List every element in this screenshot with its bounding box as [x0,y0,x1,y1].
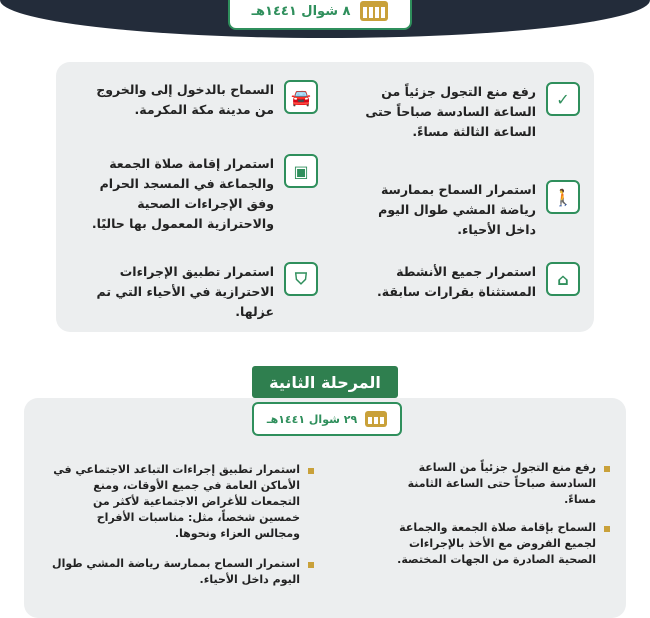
car-icon: 🚘 [284,80,318,114]
phase1-item-isolated-areas [74,262,318,322]
phase2-title: المرحلة الثانية [252,366,398,398]
bullet-text: استمرار السماح بممارسة رياضة المشي طوال اليوم داخل الأحياء. [52,557,300,586]
phase2-date: ٢٩ شوال ١٤٤١هـ [266,412,358,426]
bullet-text: استمرار تطبيق إجراءات التباعد الاجتماعي في الأماكن العامة في جميع الأوقات، ومنع التجمعات للأغراض الاجتماعية لأكثر من خمسين شخصاً، مثل: مناسبات الأفراح ومجالس العزاء ونحوها. [53,463,300,540]
bullet-square-icon [308,468,314,474]
phase1-item-makkah-entry [74,80,318,120]
phase1-item-activities [350,262,580,302]
store-icon: ⌂ [546,262,580,296]
phase1-item-haram-prayer [74,154,318,234]
bullet-text: السماح بإقامة صلاة الجمعة والجماعة لجميع الفروض مع الأخذ بالإجراءات الصحية الصادرة من الجهات المختصة. [397,521,596,566]
check-icon: ✓ [546,82,580,116]
bullet-square-icon [308,562,314,568]
item-text: استمرار تطبيق الإجراءات الاحترازية في الأحياء التي تم عزلها. [96,264,274,319]
phase2-bullet [52,462,314,542]
bullet-square-icon [604,526,610,532]
phase1-item-walking [350,180,580,240]
phase1-item-curfew [350,82,580,142]
phase1-date: ٨ شوال ١٤٤١هـ [251,3,351,19]
item-text: السماح بالدخول إلى والخروج من مدينة مكة المكرمة. [96,82,274,117]
calendar-icon [360,1,388,21]
shield-check-icon: ⛉ [284,262,318,296]
walking-icon: 🚶 [546,180,580,214]
item-text: استمرار جميع الأنشطة المستثناة بقرارات سابقة. [377,264,536,299]
kaaba-icon: ▣ [284,154,318,188]
phase1-date-badge [228,0,412,30]
calendar-icon [365,411,387,427]
item-text: استمرار السماح بممارسة رياضة المشي طوال اليوم داخل الأحياء. [378,182,536,237]
bullet-square-icon [604,466,610,472]
item-text: رفع منع التجول جزئياً من الساعة السادسة صباحاً حتى الساعة الثالثة مساءً. [365,84,536,139]
phase2-bullet [374,520,610,568]
phase2-bullet [52,556,314,588]
phase1-card [56,62,594,332]
phase2-date-badge [252,402,402,436]
item-text: استمرار إقامة صلاة الجمعة والجماعة في المسجد الحرام وفق الإجراءات الصحية والاحترازية المعمول بها حاليًا. [91,156,274,231]
bullet-text: رفع منع التجول جزئياً من الساعة السادسة صباحاً حتى الساعة الثامنة مساءً. [407,461,596,506]
phase2-bullet [374,460,610,508]
